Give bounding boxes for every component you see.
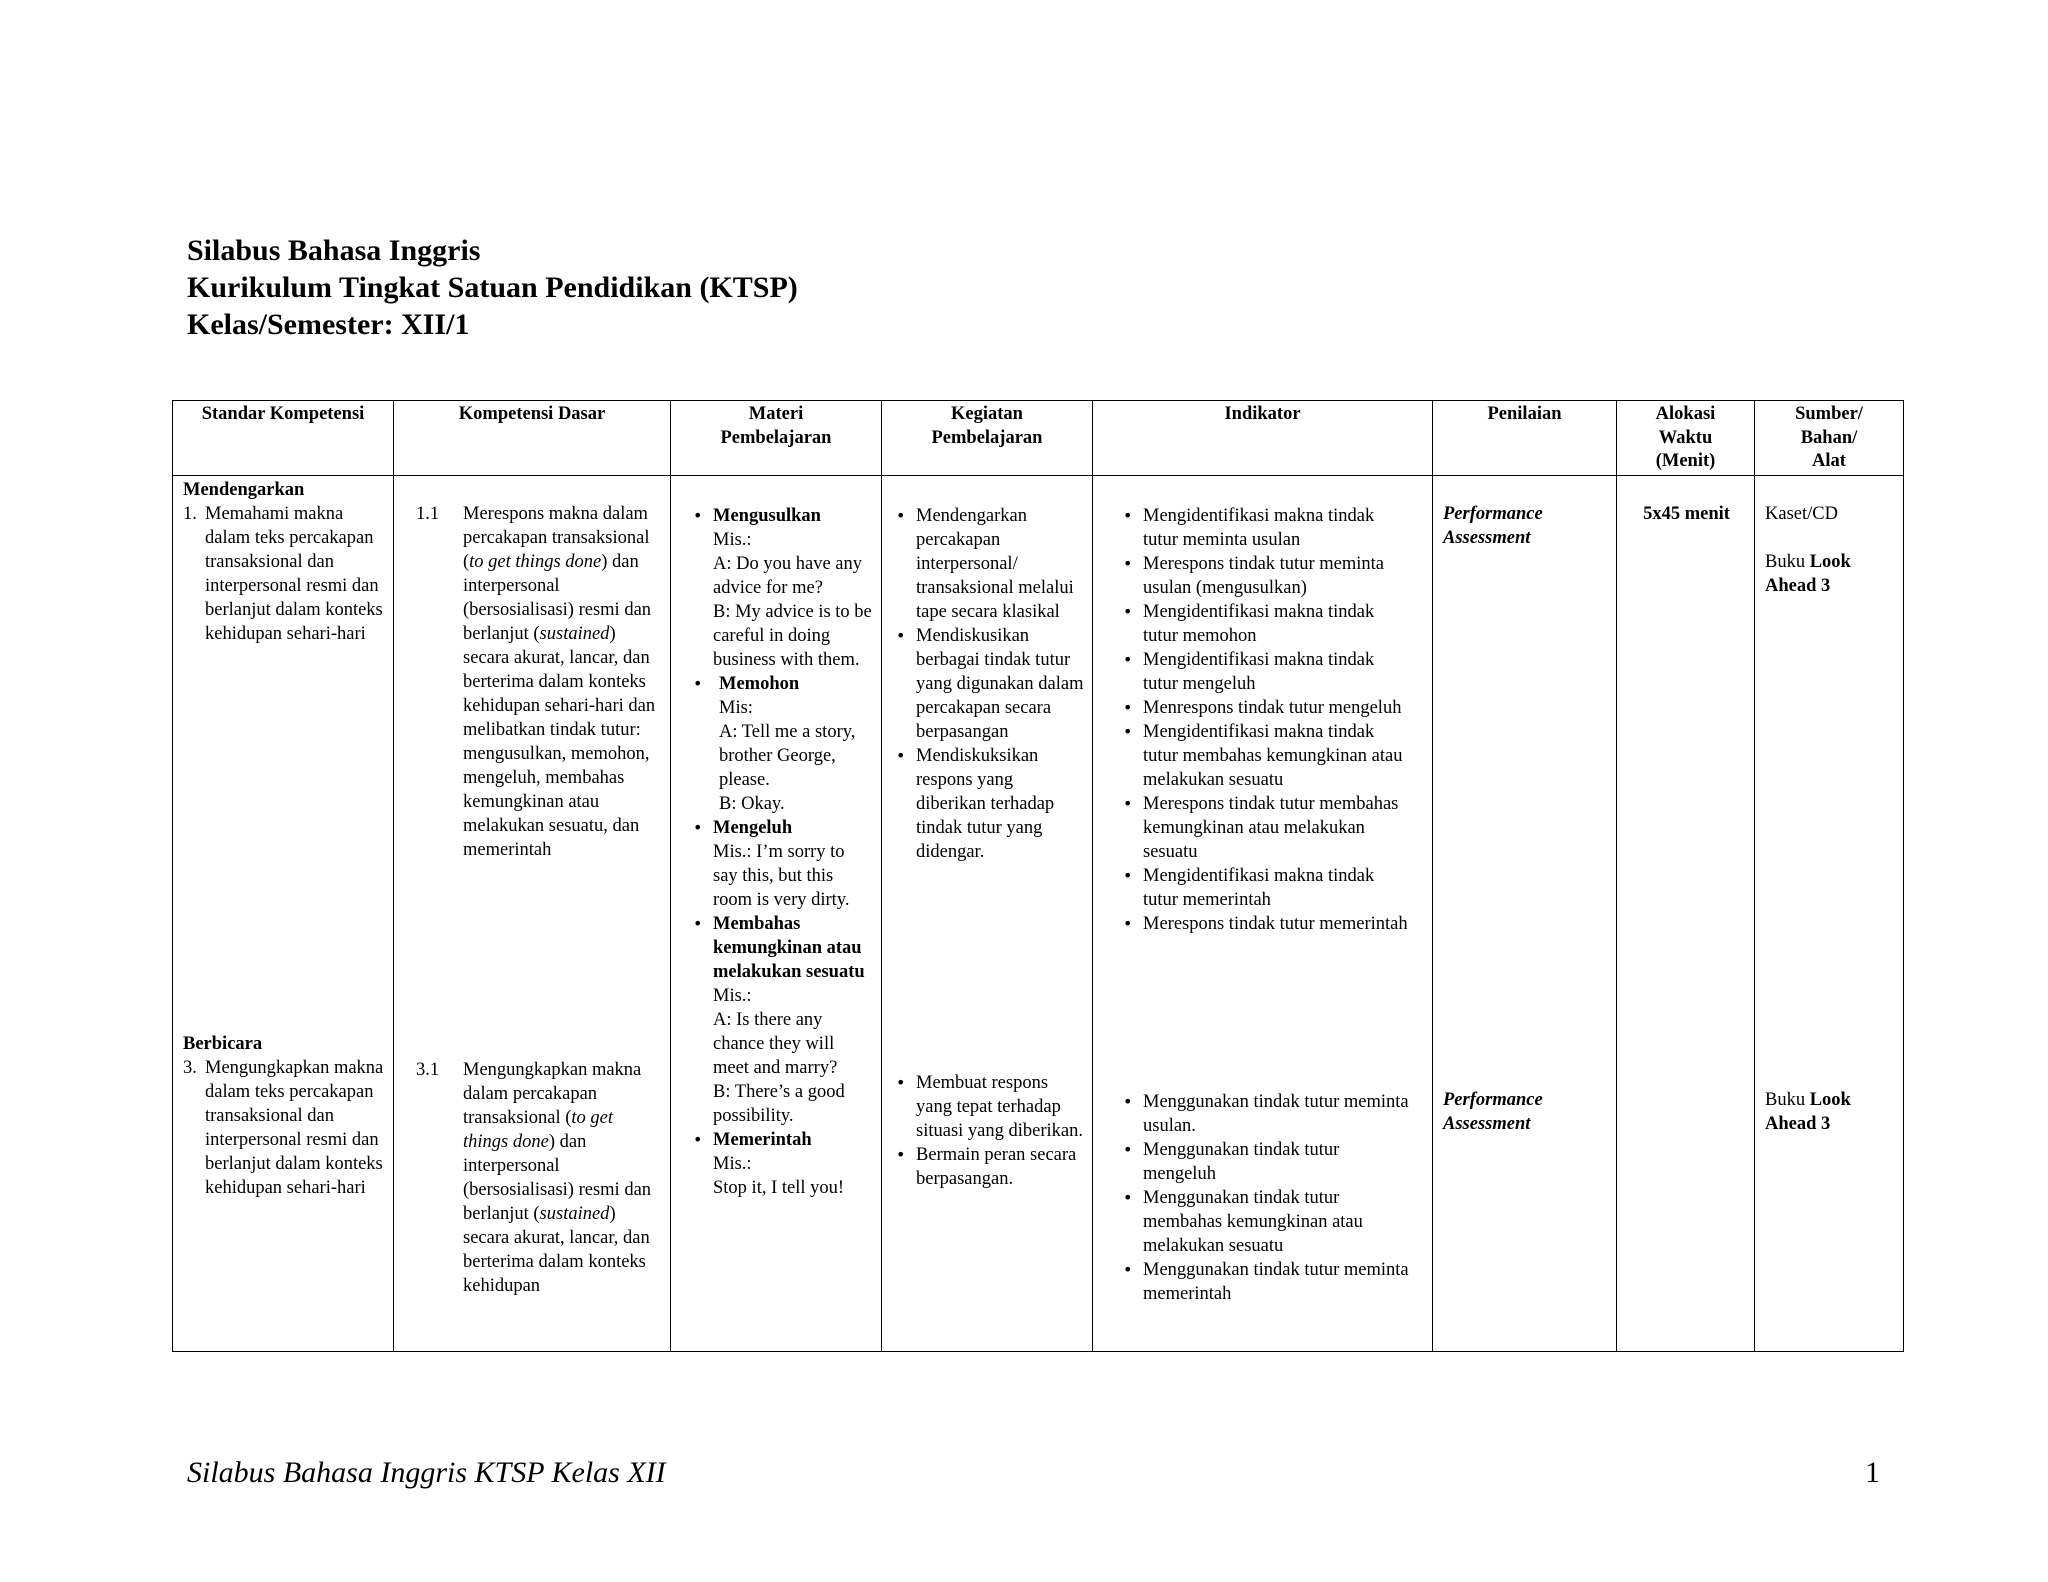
cell-penilaian: [1433, 476, 1617, 1352]
table-row: [173, 476, 1904, 1352]
kegiatan-list-listening: [894, 504, 1084, 864]
list-item: • Menggunakan tindak tutur membahas kemungkinan atau melakukan sesuatu: [1121, 1186, 1410, 1258]
cell-kompetensi-dasar: [394, 476, 671, 1352]
list-item: • Menggunakan tindak tutur mengeluh: [1121, 1138, 1410, 1186]
document-title: [187, 232, 798, 343]
cell-kegiatan-pembelajaran: [882, 476, 1093, 1352]
list-item: • Mengusulkan Mis.: A: Do you have any advice for me? B: My advice is to be careful in doing business with them.: [691, 504, 873, 672]
list-item: • Mendengarkan percakapan interpersonal/ transaksional melalui tape secara klasikal: [894, 504, 1084, 624]
list-item: • Mengidentifikasi makna tindak tutur memerintah: [1121, 864, 1410, 912]
cell-materi-pembelajaran: [671, 476, 882, 1352]
list-item: • Mengidentifikasi makna tindak tutur memohon: [1121, 600, 1410, 648]
penilaian-listening: Performance Assessment: [1443, 504, 1543, 548]
kd-item-1-1: 1.1 Merespons makna dalam percakapan transaksional (to get things done) dan interpersonal (bersosialisasi) resmi dan berlanjut (sustained) secara akurat, lancar, dan berterima dalam konteks kehidupan sehari-hari dan melibatkan tindak tutur: mengusulkan, memohon, mengeluh, membahas kemungkinan atau melakukan sesuatu, dan memerintah: [416, 504, 656, 860]
list-item: • Mengeluh Mis.: I’m sorry to say this, but this room is very dirty.: [691, 816, 873, 912]
header-sumber-bahan-alat: Sumber/ Bahan/ Alat: [1755, 401, 1904, 476]
sk-item-1: 1. Memahami makna dalam teks percakapan transaksional dan interpersonal resmi dan berlanjut dalam konteks kehidupan sehari-hari: [183, 504, 383, 644]
cell-indikator: [1093, 476, 1433, 1352]
list-item: • Merespons tindak tutur memerintah: [1121, 912, 1410, 936]
indikator-list-speaking: [1121, 1090, 1410, 1306]
list-item: • Mengidentifikasi makna tindak tutur meminta usulan: [1121, 504, 1410, 552]
sk-item-3: 3. Mengungkapkan makna dalam teks percakapan transaksional dan interpersonal resmi dan berlanjut dalam konteks kehidupan sehari-hari: [183, 1058, 384, 1198]
list-item: • Menrespons tindak tutur mengeluh: [1121, 696, 1410, 720]
sumber-listening: Kaset/CD Buku Look Ahead 3: [1765, 504, 1851, 596]
title-line-3: Kelas/Semester: XII/1: [187, 308, 470, 341]
header-alokasi-waktu: Alokasi Waktu (Menit): [1617, 401, 1755, 476]
list-item: • Menggunakan tindak tutur meminta usulan.: [1121, 1090, 1410, 1138]
title-line-2: Kurikulum Tingkat Satuan Pendidikan (KTSP): [187, 271, 798, 304]
list-item: • Mengidentifikasi makna tindak tutur membahas kemungkinan atau melakukan sesuatu: [1121, 720, 1410, 792]
indikator-list-listening: [1121, 504, 1410, 936]
page-footer: Silabus Bahasa Inggris KTSP Kelas XII: [187, 1456, 666, 1489]
header-indikator: Indikator: [1093, 401, 1433, 476]
materi-list: [691, 504, 873, 1200]
header-penilaian: Penilaian: [1433, 401, 1617, 476]
header-materi-pembelajaran: Materi Pembelajaran: [671, 401, 882, 476]
list-item: • Membuat respons yang tepat terhadap situasi yang diberikan.: [894, 1071, 1084, 1143]
cell-sumber-bahan-alat: [1755, 476, 1904, 1352]
kegiatan-list-speaking: [894, 1071, 1084, 1191]
list-item: • Merespons tindak tutur meminta usulan (mengusulkan): [1121, 552, 1410, 600]
list-item: • Memerintah Mis.: Stop it, I tell you!: [691, 1128, 873, 1200]
kd-item-3-1: 3.1 Mengungkapkan makna dalam percakapan transaksional (to get things done) dan interpersonal (bersosialisasi) resmi dan berlanjut (sustained) secara akurat, lancar, dan berterima dalam konteks kehidupan: [416, 1060, 652, 1296]
list-item: • Mengidentifikasi makna tindak tutur mengeluh: [1121, 648, 1410, 696]
alokasi-value: 5x45 menit: [1643, 504, 1730, 524]
title-line-1: Silabus Bahasa Inggris: [187, 234, 481, 267]
header-standar-kompetensi: Standar Kompetensi: [173, 401, 394, 476]
list-item: • Merespons tindak tutur membahas kemungkinan atau melakukan sesuatu: [1121, 792, 1410, 864]
header-kegiatan-pembelajaran: Kegiatan Pembelajaran: [882, 401, 1093, 476]
list-item: • Mendiskusikan berbagai tindak tutur yang digunakan dalam percakapan secara berpasangan: [894, 624, 1084, 744]
list-item: • Menggunakan tindak tutur meminta memerintah: [1121, 1258, 1410, 1306]
header-kompetensi-dasar: Kompetensi Dasar: [394, 401, 671, 476]
syllabus-table: [172, 400, 1904, 1352]
section-berbicara: Berbicara: [183, 1034, 263, 1054]
list-item: • Bermain peran secara berpasangan.: [894, 1143, 1084, 1191]
sumber-speaking: Buku Look Ahead 3: [1765, 1090, 1851, 1134]
table-header-row: [173, 401, 1904, 476]
page-number: 1: [1865, 1456, 1880, 1489]
penilaian-speaking: Performance Assessment: [1443, 1090, 1543, 1134]
cell-standar-kompetensi: [173, 476, 394, 1352]
list-item: • Mendiskuksikan respons yang diberikan terhadap tindak tutur yang didengar.: [894, 744, 1084, 864]
cell-alokasi-waktu: [1617, 476, 1755, 1352]
section-mendengarkan: Mendengarkan: [183, 480, 305, 500]
list-item: • Membahas kemungkinan atau melakukan sesuatu Mis.: A: Is there any chance they will meet and marry? B: There’s a good possibility.: [691, 912, 873, 1128]
list-item: • Memohon Mis: A: Tell me a story, brother George, please. B: Okay.: [691, 672, 873, 816]
